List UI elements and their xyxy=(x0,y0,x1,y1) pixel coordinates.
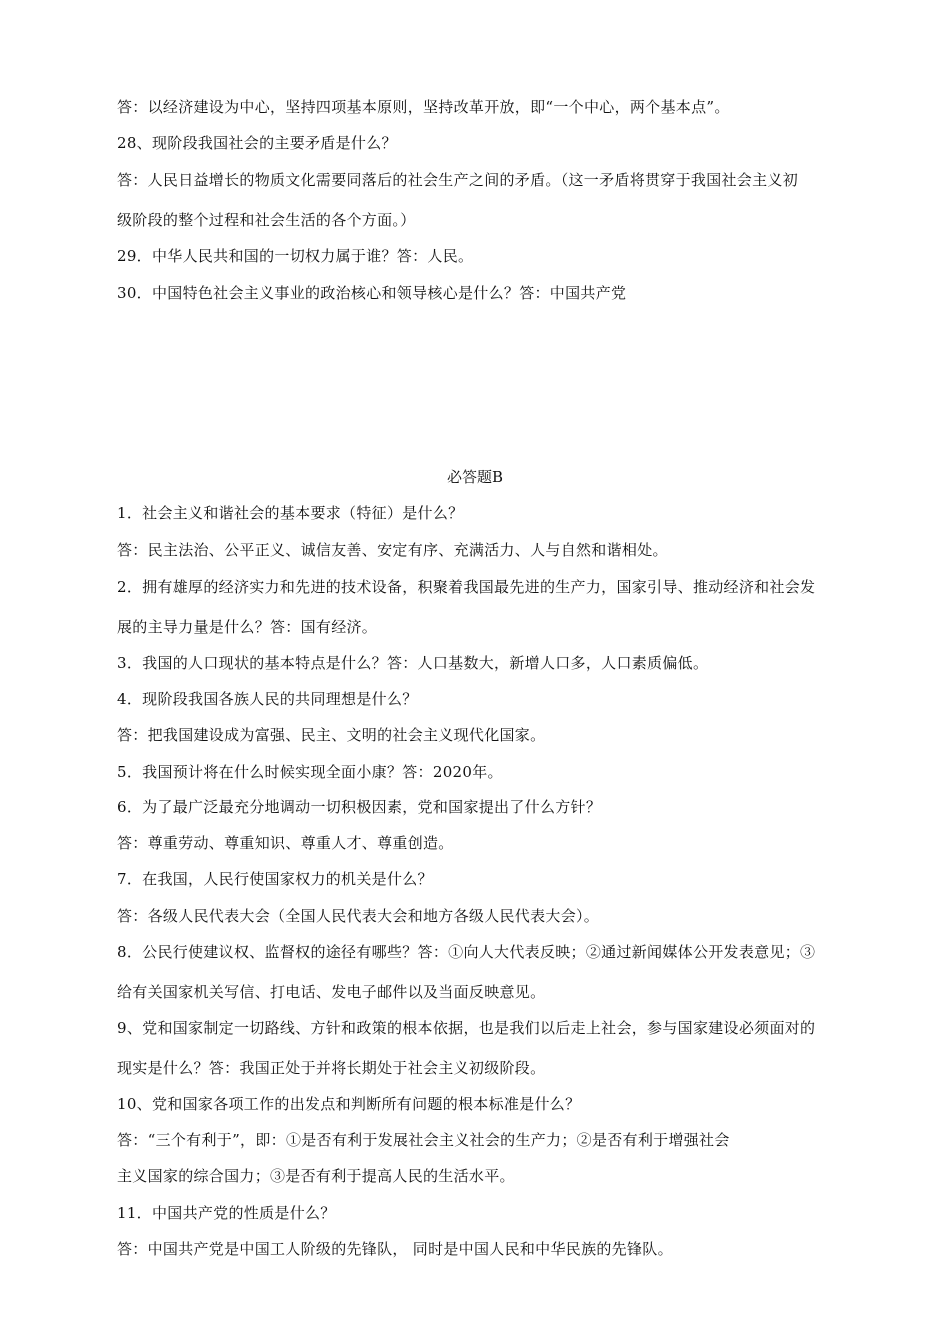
b-line-7: 答：把我国建设成为富强、民主、文明的社会主义现代化国家。 xyxy=(117,726,546,744)
top-line-3: 答：人民日益增长的物质文化需要同落后的社会生产之间的矛盾。（这一矛盾将贯穿于我国社会主义初 xyxy=(117,171,799,189)
b-line-12: 答：各级人民代表大会（全国人民代表大会和地方各级人民代表大会）。 xyxy=(117,907,600,925)
b-line-6: 4．现阶段我国各族人民的共同理想是什么？ xyxy=(117,690,418,708)
section-title: 必答题B xyxy=(446,468,504,486)
b-line-20: 11．中国共产党的性质是什么？ xyxy=(117,1204,336,1222)
b-line-4: 展的主导力量是什么？答：国有经济。 xyxy=(117,618,378,636)
b-line-9: 6．为了最广泛最充分地调动一切积极因素，党和国家提出了什么方针？ xyxy=(117,798,602,816)
top-line-6: 30．中国特色社会主义事业的政治核心和领导核心是什么？答：中国共产党 xyxy=(117,284,627,302)
b-line-14: 给有关国家机关写信、打电话、发电子邮件以及当面反映意见。 xyxy=(117,983,546,1001)
b-line-18: 答：“三个有利于”，即：①是否有利于发展社会主义社会的生产力；②是否有利于增强社会 xyxy=(117,1131,730,1149)
b-line-19: 主义国家的综合国力；③是否有利于提高人民的生活水平。 xyxy=(117,1167,515,1185)
b-line-5: 3．我国的人口现状的基本特点是什么？答：人口基数大，新增人口多，人口素质偏低。 xyxy=(117,654,709,672)
top-line-5: 29．中华人民共和国的一切权力属于谁？答：人民。 xyxy=(117,247,474,265)
b-line-17: 10、党和国家各项工作的出发点和判断所有问题的根本标准是什么？ xyxy=(117,1095,581,1113)
b-line-8: 5．我国预计将在什么时候实现全面小康？答：2020年。 xyxy=(117,763,503,781)
b-line-21: 答：中国共产党是中国工人阶级的先锋队， 同时是中国人民和中华民族的先锋队。 xyxy=(117,1240,673,1258)
b-line-2: 答：民主法治、公平正义、诚信友善、安定有序、充满活力、人与自然和谐相处。 xyxy=(117,541,668,559)
b-line-1: 1．社会主义和谐社会的基本要求（特征）是什么？ xyxy=(117,504,464,522)
b-line-16: 现实是什么？答：我国正处于并将长期处于社会主义初级阶段。 xyxy=(117,1059,546,1077)
b-line-10: 答：尊重劳动、尊重知识、尊重人才、尊重创造。 xyxy=(117,834,454,852)
top-line-1: 答：以经济建设为中心，坚持四项基本原则，坚持改革开放，即“一个中心，两个基本点”。 xyxy=(117,98,730,116)
top-line-4: 级阶段的整个过程和社会生活的各个方面。） xyxy=(117,211,416,229)
top-line-2: 28、现阶段我国社会的主要矛盾是什么？ xyxy=(117,134,397,152)
b-line-3: 2．拥有雄厚的经济实力和先进的技术设备，积聚着我国最先进的生产力，国家引导、推动经济和社会发 xyxy=(117,578,816,596)
b-line-11: 7．在我国，人民行使国家权力的机关是什么？ xyxy=(117,870,433,888)
b-line-13: 8．公民行使建议权、监督权的途径有哪些？答：①向人大代表反映；②通过新闻媒体公开发表意见；③ xyxy=(117,943,816,961)
b-line-15: 9、党和国家制定一切路线、方针和政策的根本依据，也是我们以后走上社会，参与国家建设必须面对的 xyxy=(117,1019,816,1037)
